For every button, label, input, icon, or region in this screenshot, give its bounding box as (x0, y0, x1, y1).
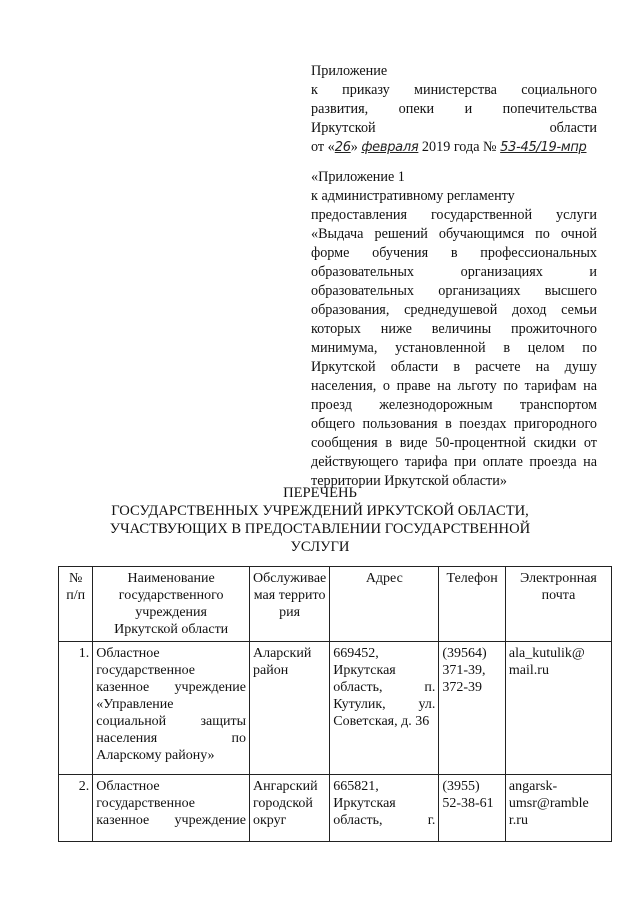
header-territory (250, 567, 330, 642)
regulation-line-9: которых ниже величины прожиточного (311, 321, 597, 337)
header-number (59, 567, 93, 642)
header-territory-line: рия (279, 605, 301, 620)
regulation-line-11: Иркутской области в расчете на душу (311, 359, 597, 375)
appendix-label: Приложение (311, 63, 388, 79)
territory-line: Ангарский (253, 779, 318, 794)
address-line: область, п. (333, 680, 436, 695)
institution-address (330, 642, 439, 775)
date-prefix: от « (311, 139, 335, 155)
institution-phone (439, 775, 506, 842)
regulation-line-17: территории Иркутской области» (311, 473, 507, 489)
handwritten-day: 26 (334, 140, 351, 155)
service-territory (250, 775, 330, 842)
regulation-line-5: форме обучения в профессиональных (311, 245, 597, 261)
row-number: 2. (59, 775, 93, 842)
regulation-line-16: действующего тарифа при оплате проезда на (311, 454, 597, 470)
address-line: Советская, д. 36 (333, 714, 430, 729)
territory-line: район (253, 663, 289, 678)
email-line: mail.ru (508, 663, 549, 678)
institution-name (93, 642, 250, 775)
order-date-line (311, 138, 597, 157)
regulation-line-14: общего пользования в поездах пригородного (311, 416, 597, 432)
regulation-line-7: образовательных организациях высшего (311, 283, 597, 299)
title-line-1: ПЕРЕЧЕНЬ (283, 485, 357, 501)
oblast-word: области (549, 120, 597, 136)
title-line-4: УСЛУГИ (290, 539, 350, 555)
institution-name-line: социальной защиты (96, 714, 246, 729)
institution-name (93, 775, 250, 842)
region-line (311, 119, 597, 138)
address-line: область, г. (333, 813, 436, 828)
email-line: angarsk- (508, 779, 558, 794)
address-line: Иркутская (333, 663, 396, 678)
header-email (505, 567, 611, 642)
address-line: Иркутская (333, 796, 396, 811)
address-line: Кутулик, ул. (333, 697, 436, 712)
institution-name-line: государственное (96, 796, 195, 811)
email-line: r.ru (508, 813, 528, 828)
regulation-line-6: образовательных организациях и (311, 264, 597, 280)
territory-line: городской (253, 796, 313, 811)
institution-name-line: Областное (96, 779, 160, 794)
phone-line: 372-39 (442, 680, 483, 695)
date-year: 2019 года № (421, 139, 497, 155)
institution-name-line: казенное учреждение (96, 813, 246, 828)
institution-name-line: Областное (96, 646, 160, 661)
territory-line: Аларский (253, 646, 312, 661)
table-row (59, 642, 612, 775)
regulation-appendix-header (311, 168, 597, 491)
header-phone: Телефон (439, 567, 506, 642)
institutions-table (58, 566, 612, 842)
service-territory (250, 642, 330, 775)
regulation-line-4: «Выдача решений обучающимся по очной (311, 226, 597, 242)
order-reference-line: к приказу министерства социального (311, 82, 597, 98)
institution-phone (439, 642, 506, 775)
address-line: 665821, (333, 779, 379, 794)
phone-line: 371-39, (442, 663, 486, 678)
phone-line: (3955) (442, 779, 480, 794)
institution-name-line: «Управление (96, 697, 174, 712)
regulation-line-3: предоставления государственной услуги (311, 207, 597, 223)
regulation-line-13: проезд железнодорожным транспортом (311, 397, 597, 413)
institution-name-line: населения по (96, 731, 246, 746)
header-name-line: Наименование (127, 571, 215, 586)
row-number: 1. (59, 642, 93, 775)
header-number-symbol: № (68, 571, 83, 586)
table-header-row (59, 567, 612, 642)
table-row (59, 775, 612, 842)
institution-name-line: государственное (96, 663, 195, 678)
phone-line: 52-38-61 (442, 796, 494, 811)
email-line: umsr@ramble (508, 796, 589, 811)
region-word: Иркутской (311, 120, 376, 136)
header-email-line: Электронная (520, 571, 597, 586)
header-name-line: государственного (118, 588, 224, 603)
regulation-line-12: населения, о праве на льготу по тарифам на (311, 378, 597, 394)
header-territory-line: Обслуживае (253, 571, 327, 586)
header-email-line: почта (541, 588, 576, 603)
header-name (93, 567, 250, 642)
address-line: 669452, (333, 646, 379, 661)
title-line-2: ГОСУДАРСТВЕННЫХ УЧРЕЖДЕНИЙ ИРКУТСКОЙ ОБЛАСТИ, (111, 503, 529, 519)
institution-name-line: Аларскому району» (96, 748, 215, 763)
regulation-line-10: минимума, установленной в целом по (311, 340, 597, 356)
institution-email (505, 775, 611, 842)
institution-name-line: казенное учреждение (96, 680, 246, 695)
header-name-line: Иркутской области (114, 622, 229, 637)
document-title (100, 484, 540, 556)
regulation-line-8: образования, среднедушевой доход семьи (311, 302, 597, 318)
date-quote: » (350, 139, 358, 155)
regulation-line-2: к административному регламенту (311, 188, 515, 204)
territory-line: округ (253, 813, 287, 828)
handwritten-month: февраля (361, 140, 419, 155)
header-number-abbr: п/п (66, 588, 86, 603)
email-line: ala_kutulik@ (508, 646, 585, 661)
header-territory-line: мая террито (253, 588, 326, 603)
header-address: Адрес (330, 567, 439, 642)
institution-email (505, 642, 611, 775)
handwritten-order-number: 53-45/19-мпр (500, 140, 587, 155)
title-line-3: УЧАСТВУЮЩИХ В ПРЕДОСТАВЛЕНИИ ГОСУДАРСТВЕННОЙ (109, 521, 531, 537)
institution-address (330, 775, 439, 842)
ministry-name-line: развития, опеки и попечительства (311, 101, 597, 117)
header-name-line: учреждения (135, 605, 207, 620)
order-appendix-header (311, 62, 597, 157)
phone-line: (39564) (442, 646, 487, 661)
regulation-line-15: сообщения в виде 50-процентной скидки от (311, 435, 597, 451)
regulation-line-1: «Приложение 1 (311, 169, 405, 185)
